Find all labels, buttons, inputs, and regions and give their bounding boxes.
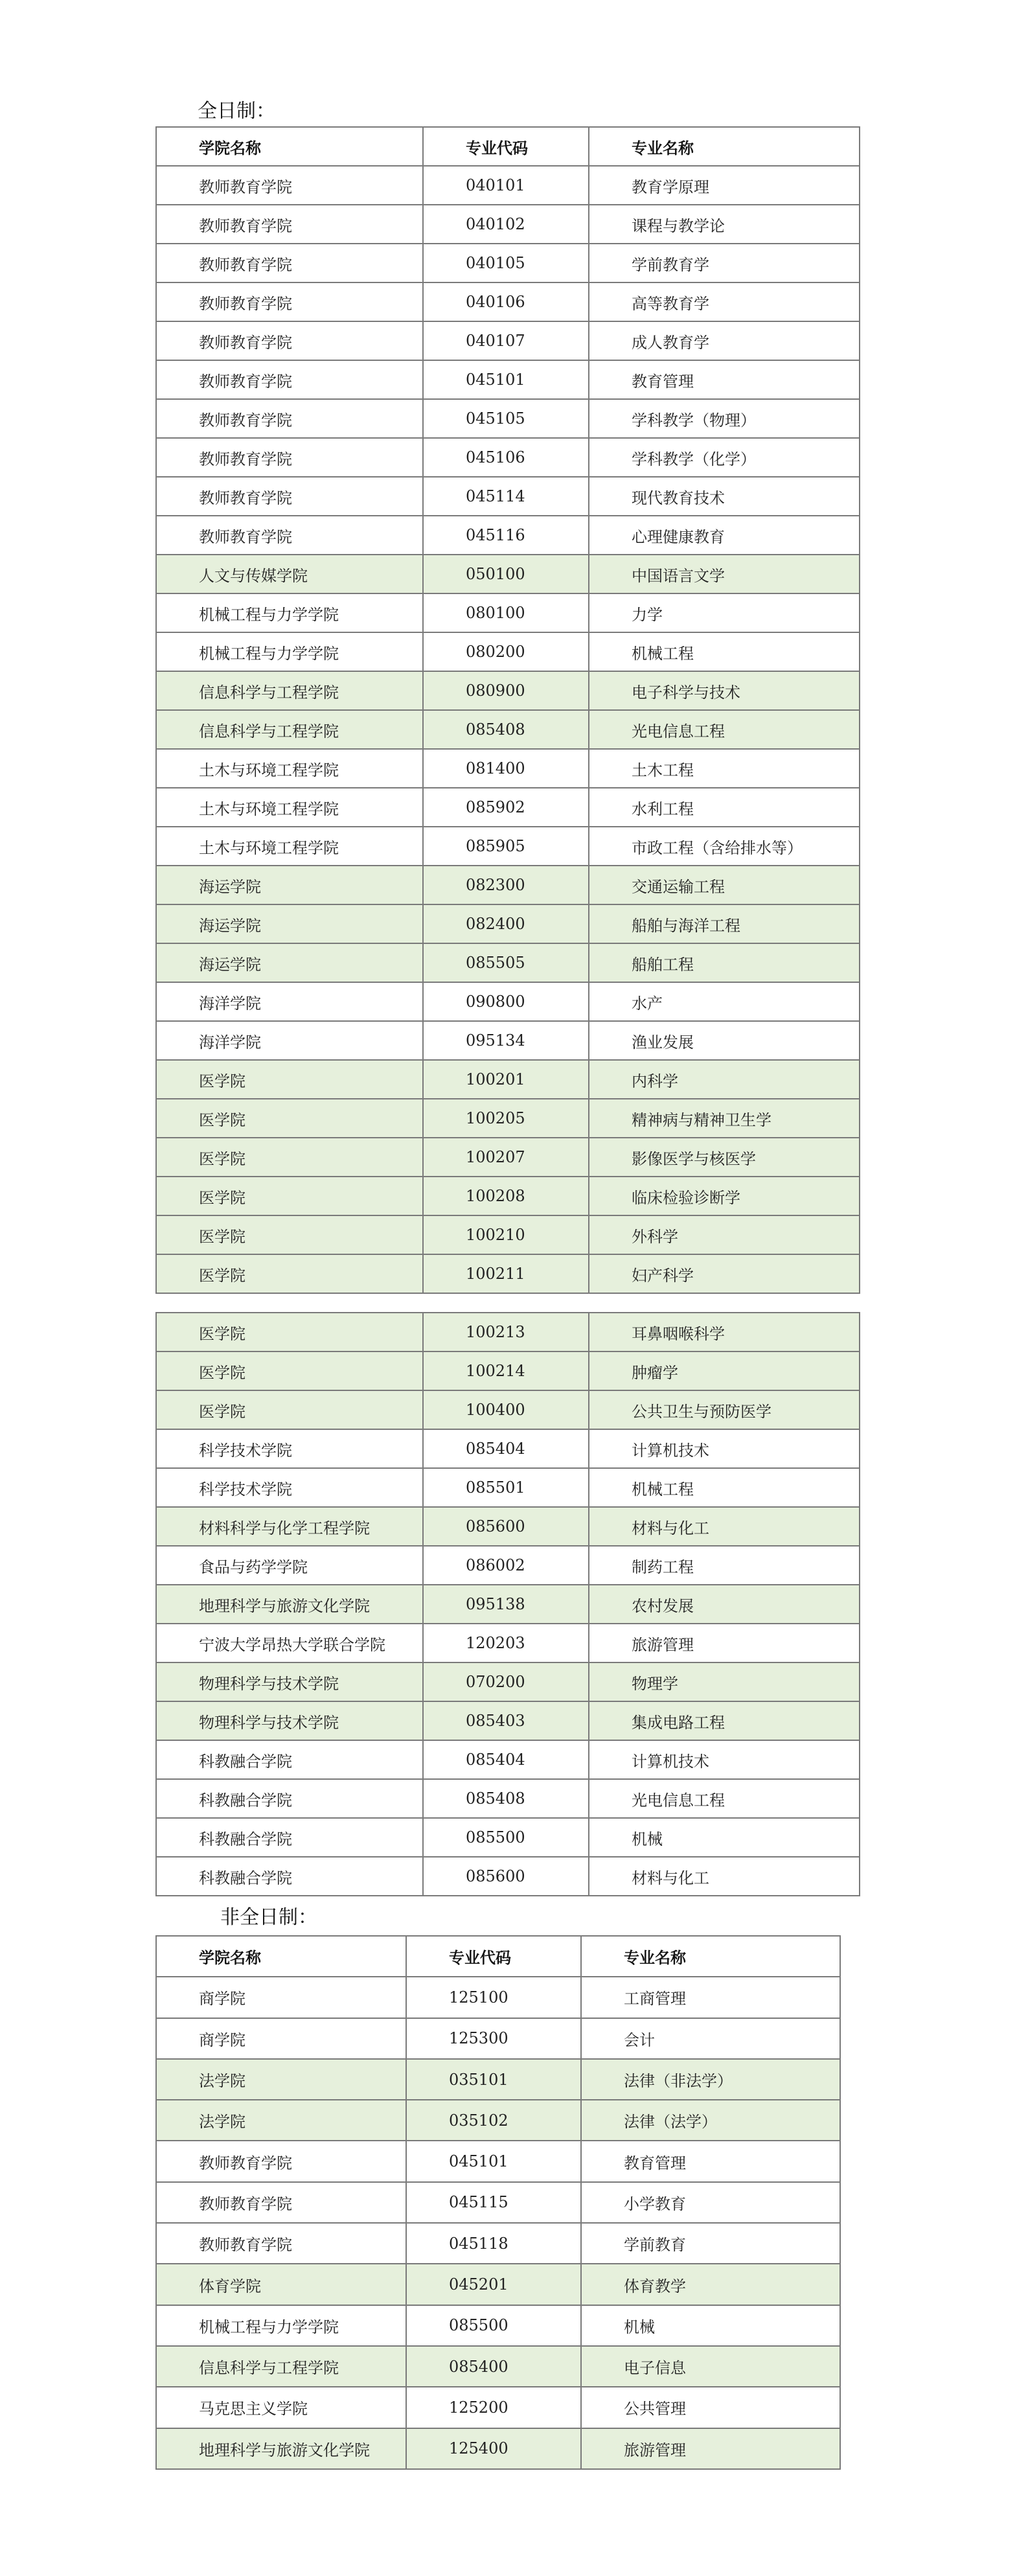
cell-major: 船舶工程	[589, 943, 860, 982]
cell-code: 085500	[423, 1818, 589, 1857]
cell-code: 090800	[423, 982, 589, 1021]
cell-major: 材料与化工	[589, 1507, 860, 1546]
header-code: 专业代码	[423, 127, 589, 166]
cell-code: 095138	[423, 1585, 589, 1624]
cell-major: 水产	[589, 982, 860, 1021]
cell-major: 高等教育学	[589, 282, 860, 321]
table-row	[156, 1099, 860, 1138]
cell-major: 学前教育	[581, 2223, 840, 2264]
table-row	[156, 1468, 860, 1507]
cell-college: 医学院	[156, 1177, 423, 1215]
table-row	[156, 593, 860, 632]
cell-college: 教师教育学院	[156, 244, 423, 282]
table-row	[156, 360, 860, 399]
table-row	[156, 1177, 860, 1215]
table-row	[156, 749, 860, 788]
table-row	[156, 632, 860, 671]
cell-college: 教师教育学院	[156, 2141, 406, 2181]
cell-code: 085600	[423, 1857, 589, 1896]
table-row	[156, 904, 860, 943]
cell-college: 商学院	[156, 1977, 406, 2018]
table-row	[156, 2223, 840, 2264]
cell-code: 045116	[423, 516, 589, 555]
cell-code: 086002	[423, 1546, 589, 1585]
cell-code: 080100	[423, 593, 589, 632]
table-row	[156, 2100, 840, 2141]
cell-college: 土木与环境工程学院	[156, 827, 423, 866]
table-row	[156, 1254, 860, 1293]
table-row	[156, 2141, 840, 2181]
cell-college: 土木与环境工程学院	[156, 788, 423, 827]
table-row	[156, 166, 860, 205]
table-row	[156, 827, 860, 866]
cell-code: 100208	[423, 1177, 589, 1215]
cell-college: 机械工程与力学学院	[156, 593, 423, 632]
cell-major: 公共管理	[581, 2387, 840, 2428]
cell-code: 040107	[423, 321, 589, 360]
cell-college: 信息科学与工程学院	[156, 671, 423, 710]
cell-college: 人文与传媒学院	[156, 555, 423, 593]
cell-college: 商学院	[156, 2018, 406, 2059]
cell-code: 045101	[406, 2141, 581, 2181]
cell-major: 光电信息工程	[589, 1779, 860, 1818]
cell-college: 科学技术学院	[156, 1429, 423, 1468]
cell-major: 物理学	[589, 1662, 860, 1701]
cell-college: 信息科学与工程学院	[156, 710, 423, 749]
cell-college: 教师教育学院	[156, 438, 423, 477]
table-row	[156, 555, 860, 593]
cell-major: 法律（法学）	[581, 2100, 840, 2141]
cell-code: 082400	[423, 904, 589, 943]
cell-code: 085403	[423, 1701, 589, 1740]
header-college: 学院名称	[156, 127, 423, 166]
cell-major: 水利工程	[589, 788, 860, 827]
table-row	[156, 1215, 860, 1254]
cell-college: 科教融合学院	[156, 1740, 423, 1779]
cell-major: 光电信息工程	[589, 710, 860, 749]
table-row	[156, 1313, 860, 1351]
cell-code: 085905	[423, 827, 589, 866]
cell-major: 交通运输工程	[589, 866, 860, 904]
cell-college: 科学技术学院	[156, 1468, 423, 1507]
cell-code: 080200	[423, 632, 589, 671]
cell-major: 计算机技术	[589, 1429, 860, 1468]
cell-major: 教育管理	[589, 360, 860, 399]
cell-major: 制药工程	[589, 1546, 860, 1585]
header-major: 专业名称	[589, 127, 860, 166]
table-row	[156, 1507, 860, 1546]
cell-code: 085501	[423, 1468, 589, 1507]
table-row	[156, 1060, 860, 1099]
cell-college: 教师教育学院	[156, 166, 423, 205]
cell-college: 海运学院	[156, 866, 423, 904]
cell-code: 125100	[406, 1977, 581, 2018]
table-row	[156, 244, 860, 282]
table-row	[156, 399, 860, 438]
cell-major: 成人教育学	[589, 321, 860, 360]
cell-code: 100400	[423, 1390, 589, 1429]
table-row	[156, 788, 860, 827]
table-row	[156, 438, 860, 477]
cell-code: 085902	[423, 788, 589, 827]
cell-major: 渔业发展	[589, 1021, 860, 1060]
cell-code: 040102	[423, 205, 589, 244]
cell-major: 市政工程（含给排水等）	[589, 827, 860, 866]
table-row	[156, 205, 860, 244]
cell-college: 教师教育学院	[156, 477, 423, 516]
cell-college: 机械工程与力学学院	[156, 2305, 406, 2346]
cell-code: 100214	[423, 1351, 589, 1390]
cell-code: 120203	[423, 1624, 589, 1662]
cell-college: 马克思主义学院	[156, 2387, 406, 2428]
header-code: 专业代码	[406, 1936, 581, 1977]
cell-major: 材料与化工	[589, 1857, 860, 1896]
table-row	[156, 671, 860, 710]
cell-college: 法学院	[156, 2059, 406, 2100]
table-row	[156, 2305, 840, 2346]
header-major: 专业名称	[581, 1936, 840, 1977]
table-row	[156, 1857, 860, 1896]
cell-code: 050100	[423, 555, 589, 593]
table-row	[156, 1977, 840, 2018]
cell-college: 信息科学与工程学院	[156, 2346, 406, 2387]
cell-college: 教师教育学院	[156, 360, 423, 399]
cell-code: 100210	[423, 1215, 589, 1254]
cell-college: 医学院	[156, 1390, 423, 1429]
cell-major: 肿瘤学	[589, 1351, 860, 1390]
cell-college: 医学院	[156, 1254, 423, 1293]
table-row	[156, 1546, 860, 1585]
cell-major: 妇产科学	[589, 1254, 860, 1293]
cell-major: 计算机技术	[589, 1740, 860, 1779]
cell-major: 法律（非法学）	[581, 2059, 840, 2100]
table-row	[156, 1740, 860, 1779]
cell-code: 040106	[423, 282, 589, 321]
cell-code: 045201	[406, 2264, 581, 2305]
cell-college: 海洋学院	[156, 982, 423, 1021]
cell-college: 教师教育学院	[156, 2182, 406, 2223]
table-header-row	[156, 127, 860, 166]
cell-college: 法学院	[156, 2100, 406, 2141]
table-row	[156, 1624, 860, 1662]
cell-code: 085600	[423, 1507, 589, 1546]
cell-major: 耳鼻咽喉科学	[589, 1313, 860, 1351]
table-row	[156, 1585, 860, 1624]
cell-major: 集成电路工程	[589, 1701, 860, 1740]
cell-college: 宁波大学昂热大学联合学院	[156, 1624, 423, 1662]
table-row	[156, 2182, 840, 2223]
cell-major: 外科学	[589, 1215, 860, 1254]
cell-major: 内科学	[589, 1060, 860, 1099]
cell-major: 旅游管理	[589, 1624, 860, 1662]
cell-code: 100205	[423, 1099, 589, 1138]
cell-code: 040101	[423, 166, 589, 205]
cell-code: 082300	[423, 866, 589, 904]
cell-major: 现代教育技术	[589, 477, 860, 516]
cell-code: 045115	[406, 2182, 581, 2223]
cell-college: 教师教育学院	[156, 282, 423, 321]
cell-code: 045114	[423, 477, 589, 516]
cell-major: 电子科学与技术	[589, 671, 860, 710]
cell-college: 海运学院	[156, 943, 423, 982]
cell-college: 科教融合学院	[156, 1818, 423, 1857]
cell-code: 100213	[423, 1313, 589, 1351]
cell-code: 085500	[406, 2305, 581, 2346]
cell-major: 中国语言文学	[589, 555, 860, 593]
table-row	[156, 866, 860, 904]
cell-code: 085505	[423, 943, 589, 982]
table-row	[156, 2018, 840, 2059]
table-row	[156, 982, 860, 1021]
fulltime-table-2	[155, 1312, 860, 1896]
cell-major: 教育管理	[581, 2141, 840, 2181]
parttime-section-label: 非全日制：	[220, 1906, 317, 1929]
cell-major: 学前教育学	[589, 244, 860, 282]
cell-major: 机械工程	[589, 1468, 860, 1507]
table-row	[156, 710, 860, 749]
table-row	[156, 2387, 840, 2428]
cell-college: 医学院	[156, 1138, 423, 1177]
cell-college: 材料科学与化学工程学院	[156, 1507, 423, 1546]
cell-code: 070200	[423, 1662, 589, 1701]
cell-college: 教师教育学院	[156, 399, 423, 438]
cell-major: 精神病与精神卫生学	[589, 1099, 860, 1138]
cell-major: 工商管理	[581, 1977, 840, 2018]
cell-major: 力学	[589, 593, 860, 632]
cell-college: 海洋学院	[156, 1021, 423, 1060]
cell-college: 教师教育学院	[156, 205, 423, 244]
cell-major: 土木工程	[589, 749, 860, 788]
cell-code: 095134	[423, 1021, 589, 1060]
cell-college: 食品与药学学院	[156, 1546, 423, 1585]
table-row	[156, 1138, 860, 1177]
cell-code: 081400	[423, 749, 589, 788]
cell-code: 045106	[423, 438, 589, 477]
cell-college: 物理科学与技术学院	[156, 1662, 423, 1701]
cell-code: 035102	[406, 2100, 581, 2141]
cell-code: 080900	[423, 671, 589, 710]
cell-college: 机械工程与力学学院	[156, 632, 423, 671]
cell-code: 085400	[406, 2346, 581, 2387]
cell-major: 船舶与海洋工程	[589, 904, 860, 943]
cell-code: 040105	[423, 244, 589, 282]
cell-code: 045118	[406, 2223, 581, 2264]
cell-college: 地理科学与旅游文化学院	[156, 1585, 423, 1624]
table-row	[156, 1779, 860, 1818]
cell-major: 临床检验诊断学	[589, 1177, 860, 1215]
cell-code: 100207	[423, 1138, 589, 1177]
table-row	[156, 1390, 860, 1429]
cell-major: 学科教学（物理）	[589, 399, 860, 438]
table-row	[156, 516, 860, 555]
cell-code: 100201	[423, 1060, 589, 1099]
cell-college: 海运学院	[156, 904, 423, 943]
table-row	[156, 1662, 860, 1701]
cell-code: 125400	[406, 2428, 581, 2469]
cell-code: 085404	[423, 1740, 589, 1779]
table-row	[156, 1701, 860, 1740]
cell-college: 医学院	[156, 1060, 423, 1099]
cell-code: 045105	[423, 399, 589, 438]
cell-code: 045101	[423, 360, 589, 399]
table-row	[156, 477, 860, 516]
cell-major: 学科教学（化学）	[589, 438, 860, 477]
cell-college: 教师教育学院	[156, 321, 423, 360]
table-row	[156, 2346, 840, 2387]
cell-code: 085404	[423, 1429, 589, 1468]
header-college: 学院名称	[156, 1936, 406, 1977]
cell-code: 035101	[406, 2059, 581, 2100]
cell-code: 085408	[423, 710, 589, 749]
cell-major: 机械	[581, 2305, 840, 2346]
cell-college: 医学院	[156, 1215, 423, 1254]
table-row	[156, 1021, 860, 1060]
cell-college: 土木与环境工程学院	[156, 749, 423, 788]
table-row	[156, 1429, 860, 1468]
fulltime-table-1	[155, 126, 860, 1294]
cell-major: 影像医学与核医学	[589, 1138, 860, 1177]
cell-college: 教师教育学院	[156, 516, 423, 555]
table-row	[156, 1351, 860, 1390]
cell-major: 旅游管理	[581, 2428, 840, 2469]
table-row	[156, 2264, 840, 2305]
cell-major: 农村发展	[589, 1585, 860, 1624]
cell-major: 心理健康教育	[589, 516, 860, 555]
cell-code: 085408	[423, 1779, 589, 1818]
cell-major: 体育教学	[581, 2264, 840, 2305]
cell-major: 课程与教学论	[589, 205, 860, 244]
table-header-row	[156, 1936, 840, 1977]
table-row	[156, 321, 860, 360]
cell-college: 地理科学与旅游文化学院	[156, 2428, 406, 2469]
table-row	[156, 1818, 860, 1857]
cell-major: 会计	[581, 2018, 840, 2059]
cell-major: 机械工程	[589, 632, 860, 671]
table-row	[156, 943, 860, 982]
fulltime-section-label: 全日制：	[198, 100, 275, 122]
cell-college: 科教融合学院	[156, 1779, 423, 1818]
cell-college: 医学院	[156, 1313, 423, 1351]
parttime-table	[155, 1935, 841, 2470]
cell-college: 医学院	[156, 1099, 423, 1138]
cell-code: 125200	[406, 2387, 581, 2428]
cell-major: 机械	[589, 1818, 860, 1857]
cell-college: 科教融合学院	[156, 1857, 423, 1896]
cell-college: 物理科学与技术学院	[156, 1701, 423, 1740]
cell-major: 小学教育	[581, 2182, 840, 2223]
cell-major: 电子信息	[581, 2346, 840, 2387]
table-row	[156, 2428, 840, 2469]
cell-college: 教师教育学院	[156, 2223, 406, 2264]
table-row	[156, 282, 860, 321]
cell-code: 125300	[406, 2018, 581, 2059]
cell-major: 公共卫生与预防医学	[589, 1390, 860, 1429]
cell-college: 体育学院	[156, 2264, 406, 2305]
cell-code: 100211	[423, 1254, 589, 1293]
cell-college: 医学院	[156, 1351, 423, 1390]
cell-major: 教育学原理	[589, 166, 860, 205]
table-row	[156, 2059, 840, 2100]
